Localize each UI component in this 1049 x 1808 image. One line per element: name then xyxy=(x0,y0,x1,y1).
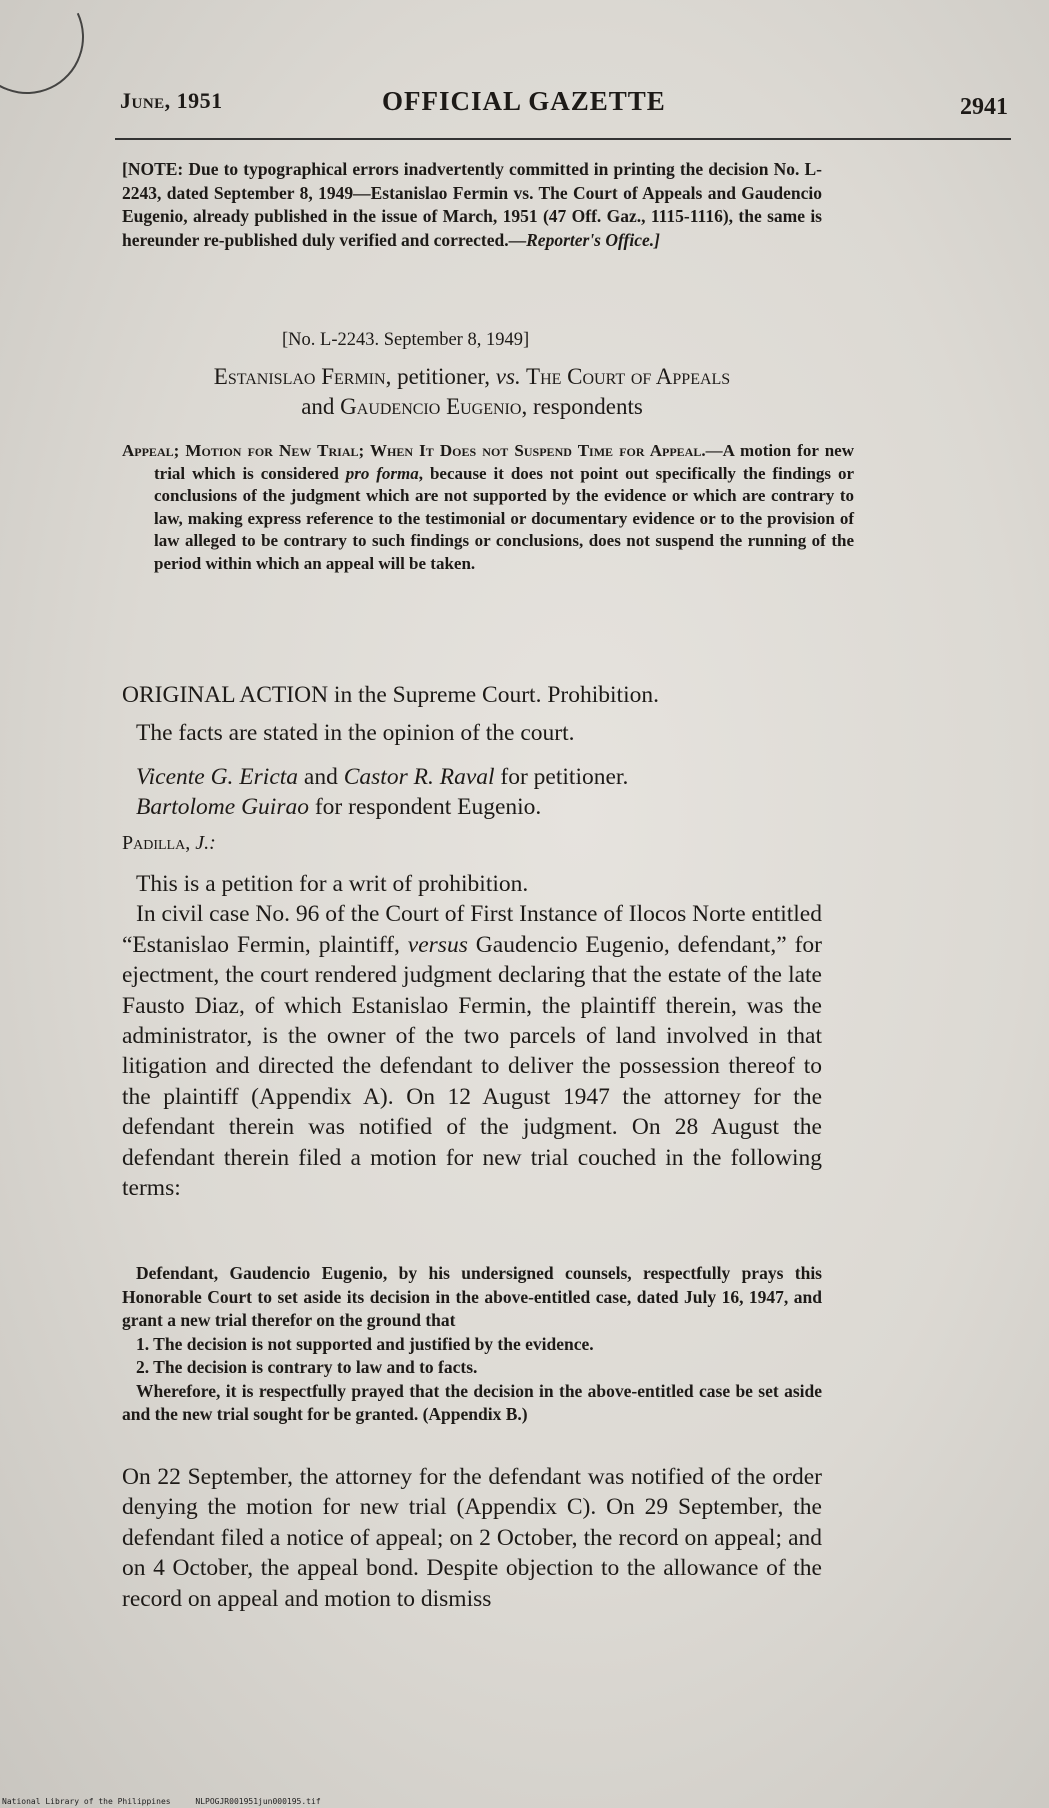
judge-name: Padilla, xyxy=(122,832,191,854)
counsel-block xyxy=(122,762,836,823)
footer-file: NLPOGJR001951jun000195.tif xyxy=(195,1797,321,1806)
running-header xyxy=(120,88,1008,128)
counsel-name-3: Bartolome Guirao xyxy=(136,794,309,821)
opinion-paragraph-1: This is a petition for a writ of prohibition. xyxy=(136,871,529,897)
syllabus-head: Appeal; Motion for New Trial; When It Does not Suspend Time for Appeal. xyxy=(122,441,706,460)
reporter-note xyxy=(122,158,822,252)
judge-title: J.: xyxy=(190,832,216,854)
respondent-role: , respondents xyxy=(521,394,643,419)
scan-footer xyxy=(2,1797,341,1806)
original-action-line: ORIGINAL ACTION in the Supreme Court. Prohibition. xyxy=(122,682,659,708)
counsel-role-2: for respondent Eugenio. xyxy=(308,794,542,821)
respondent-name: Gaudencio Eugenio xyxy=(340,394,522,419)
syllabus-text-1: —A motion for new trial which is considered xyxy=(154,441,854,483)
respondent-court: The Court of Appeals xyxy=(520,364,731,389)
petitioner-role: , petitioner, xyxy=(385,364,496,389)
scan-edge-mark xyxy=(0,0,100,110)
header-publication: OFFICIAL GAZETTE xyxy=(382,86,666,116)
opinion-paragraph-2 xyxy=(122,899,822,1203)
opinion-p2-b: Gaudencio Eugenio, defendant,” for ejectment, the court rendered judgment declaring that the estate of the late Fausto Diaz, of which Estanislao Fermin, the plaintiff therein, was the administrator, is the owner of the two parcels of land involved in that litigation and directed the defendant to deliver the possession thereof to the plaintiff (Appendix A). On 12 August 1947 the attorney for the defendant therein was notified of the judgment. On 28 August the defendant therein filed a motion for new trial couched in the following terms: xyxy=(122,931,822,1202)
case-parties xyxy=(122,362,822,422)
page-number: 2941 xyxy=(960,94,1008,120)
quote-paragraph-1: Defendant, Gaudencio Eugenio, by his undersigned counsels, respectfully prays this Honorable Court to set aside its decision in the above-entitled case, dated July 16, 1947, and grant a new trial therefor on the ground that xyxy=(122,1263,822,1330)
note-signature: Reporter's Office.] xyxy=(526,229,660,250)
and-word: and xyxy=(301,394,341,419)
opinion-p2-a: In civil case No. 96 of the Court of First Instance of Ilocos Norte entitled “Estanislao Fermin, plaintiff, xyxy=(122,901,822,958)
syllabus-italic: pro forma xyxy=(345,463,419,483)
opinion-body xyxy=(122,869,822,1203)
syllabus-text-2: , because it does not point out specifically the findings or conclusions of the judgment which are not supported by the evidence or which are contrary to law, making express reference to the testimonial or documentary evidence or to the provision of law alleged to be contrary to such findings or conclusions, does not suspend the running of the period within which an appeal will be taken. xyxy=(154,463,854,573)
quoted-motion xyxy=(122,1262,822,1427)
footer-library: National Library of the Philippines xyxy=(2,1797,171,1806)
opinion-p2-versus: versus xyxy=(407,931,468,958)
docket-number: [No. L-2243. September 8, 1949] xyxy=(282,330,530,350)
versus: vs. xyxy=(495,364,521,389)
counsel-role-1: for petitioner. xyxy=(494,764,629,790)
ponente xyxy=(122,832,822,855)
header-rule xyxy=(115,138,1011,140)
quote-item-2: 2. The decision is contrary to law and to facts. xyxy=(136,1357,478,1377)
quote-item-1: 1. The decision is not supported and justified by the evidence. xyxy=(136,1333,594,1354)
header-date: June, 1951 xyxy=(120,88,223,113)
note-text: [NOTE: Due to typographical errors inadvertently committed in printing the decision No. L-2243, dated September 8, 1949—Estanislao Fermin vs. The Court of Appeals and Gaudencio Eugenio, already published in the issue of March, 1951 (47 Off. Gaz., 1115-1116), the same is hereunder re-published duly verified and corrected.— xyxy=(122,159,822,250)
counsel-name-2: Castor R. Raval xyxy=(343,764,495,790)
syllabus xyxy=(122,440,854,575)
quote-paragraph-2: Wherefore, it is respectfully prayed that the decision in the above-entitled case be set aside and the new trial sought for be granted. (Appendix B.) xyxy=(122,1380,822,1424)
facts-line: The facts are stated in the opinion of the court. xyxy=(136,720,575,746)
counsel-and: and xyxy=(298,764,344,790)
petitioner-name: Estanislao Fermin xyxy=(213,364,386,389)
closing-paragraph: On 22 September, the attorney for the defendant was notified of the order denying the motion for new trial (Appendix C). On 29 September, the defendant filed a notice of appeal; on 2 October, the record on appeal; and on 4 October, the appeal bond. Despite objection to the allowance of the record on appeal and motion to dismiss xyxy=(122,1464,822,1612)
counsel-name-1: Vicente G. Ericta xyxy=(136,764,299,790)
